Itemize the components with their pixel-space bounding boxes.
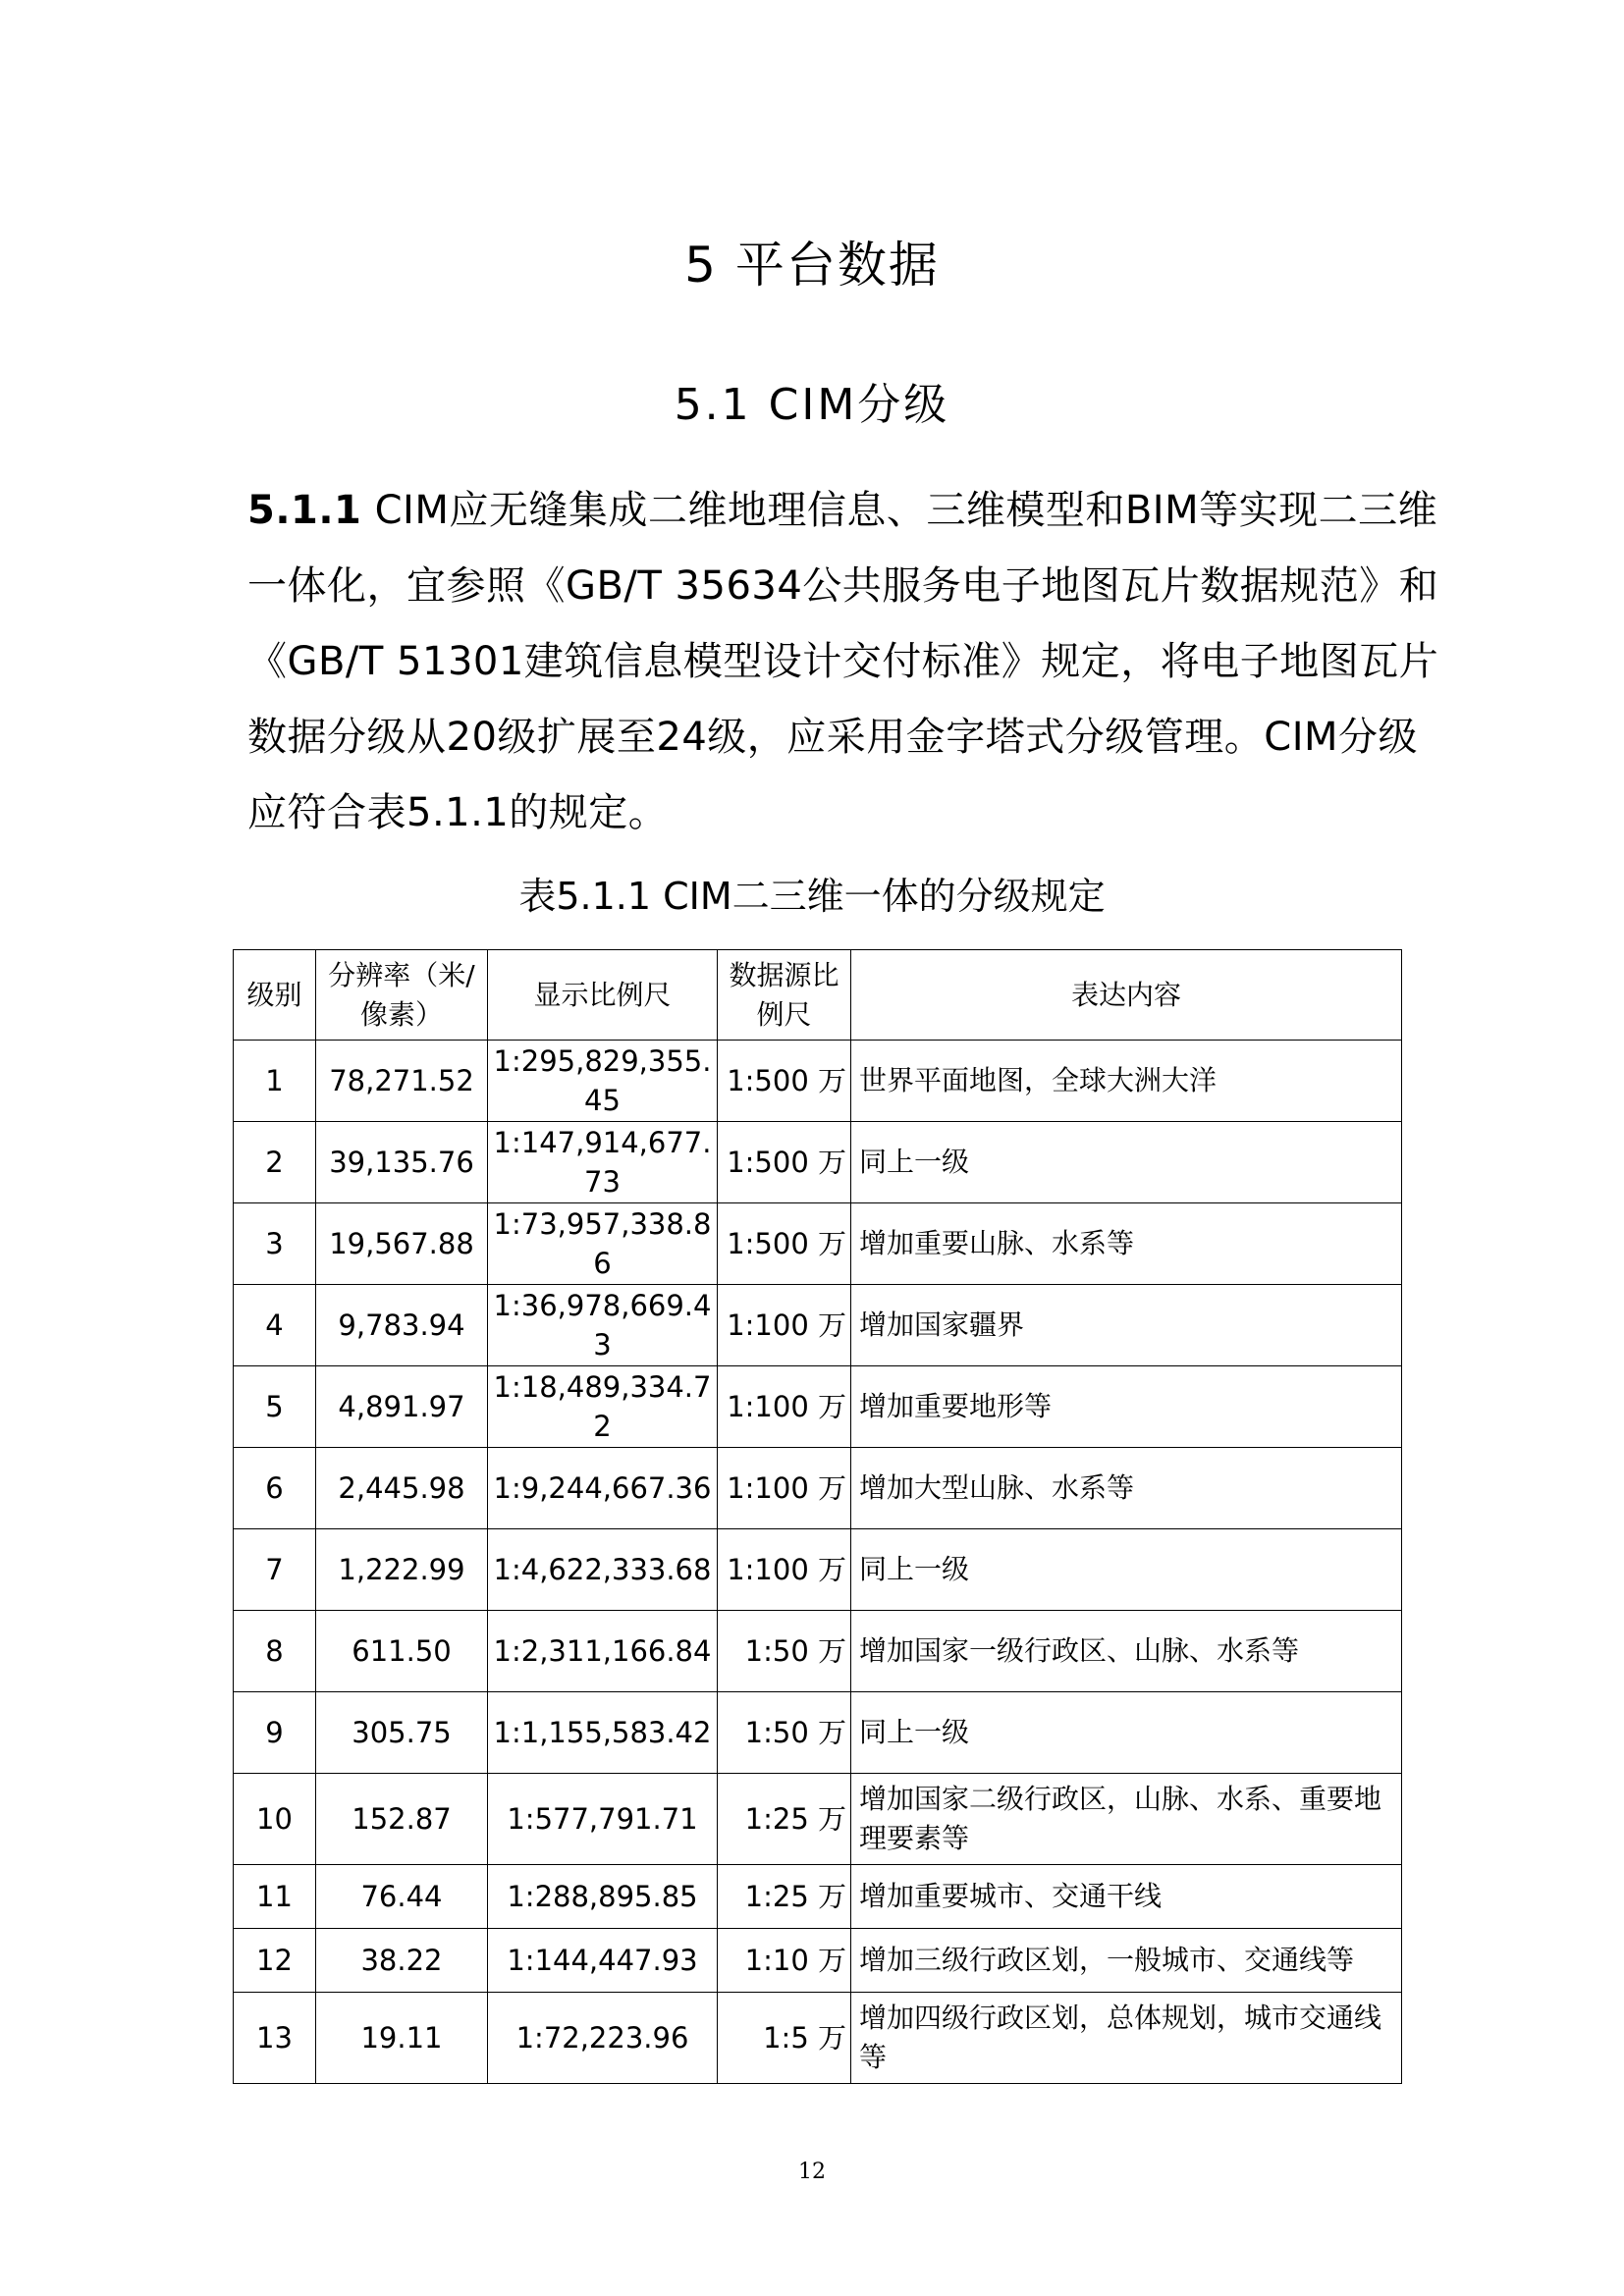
chapter-title: 5 平台数据	[684, 237, 940, 294]
clause-text-1: CIM应无缝集成二维地理信息、三维模型和BIM等实现二三维	[374, 488, 1438, 533]
table-caption: 表5.1.1 CIM二三维一体的分级规定	[518, 875, 1106, 918]
table-row	[234, 1285, 1402, 1366]
cell-display-scale: 1:73,957,338.86	[488, 1203, 718, 1285]
header-content: 表达内容	[851, 950, 1402, 1041]
cell-content: 同上一级	[851, 1529, 1402, 1611]
table-row	[234, 1692, 1402, 1774]
table-row	[234, 1865, 1402, 1929]
cell-resolution: 19.11	[316, 1993, 488, 2084]
table-row	[234, 1929, 1402, 1993]
header-resolution: 分辨率（米/像素）	[316, 950, 488, 1041]
cim-grade-table	[233, 949, 1402, 2084]
table-row	[234, 1993, 1402, 2084]
cell-resolution: 38.22	[316, 1929, 488, 1993]
cell-level: 8	[234, 1611, 316, 1692]
cell-display-scale: 1:72,223.96	[488, 1993, 718, 2084]
cell-source-scale: 1:100 万	[718, 1529, 851, 1611]
cell-resolution: 611.50	[316, 1611, 488, 1692]
header-source-scale: 数据源比例尺	[718, 950, 851, 1041]
table-row	[234, 1203, 1402, 1285]
header-level: 级别	[234, 950, 316, 1041]
cell-resolution: 305.75	[316, 1692, 488, 1774]
cell-resolution: 9,783.94	[316, 1285, 488, 1366]
cell-source-scale: 1:500 万	[718, 1122, 851, 1203]
cell-display-scale: 1:2,311,166.84	[488, 1611, 718, 1692]
page-number: 12	[798, 2160, 826, 2184]
cell-display-scale: 1:577,791.71	[488, 1774, 718, 1865]
cell-resolution: 19,567.88	[316, 1203, 488, 1285]
table-row	[234, 1041, 1402, 1122]
table-row	[234, 1774, 1402, 1865]
cell-content: 增加三级行政区划，一般城市、交通线等	[851, 1929, 1402, 1993]
cell-content: 增加四级行政区划，总体规划，城市交通线等	[851, 1993, 1402, 2084]
cell-content: 同上一级	[851, 1692, 1402, 1774]
cell-resolution: 78,271.52	[316, 1041, 488, 1122]
clause-5-1-1	[247, 473, 1439, 851]
cell-level: 4	[234, 1285, 316, 1366]
cell-level: 7	[234, 1529, 316, 1611]
cell-content: 同上一级	[851, 1122, 1402, 1203]
cell-content: 增加大型山脉、水系等	[851, 1448, 1402, 1529]
cell-resolution: 1,222.99	[316, 1529, 488, 1611]
cell-display-scale: 1:144,447.93	[488, 1929, 718, 1993]
cell-resolution: 152.87	[316, 1774, 488, 1865]
cell-level: 3	[234, 1203, 316, 1285]
cell-source-scale: 1:50 万	[718, 1611, 851, 1692]
table-body	[234, 1041, 1402, 2084]
table-row	[234, 1611, 1402, 1692]
cell-content: 增加国家一级行政区、山脉、水系等	[851, 1611, 1402, 1692]
cell-display-scale: 1:1,155,583.42	[488, 1692, 718, 1774]
cell-source-scale: 1:10 万	[718, 1929, 851, 1993]
cell-level: 13	[234, 1993, 316, 2084]
cell-content: 增加国家二级行政区，山脉、水系、重要地理要素等	[851, 1774, 1402, 1865]
cell-source-scale: 1:5 万	[718, 1993, 851, 2084]
table-row	[234, 1122, 1402, 1203]
cell-level: 9	[234, 1692, 316, 1774]
cell-display-scale: 1:147,914,677.73	[488, 1122, 718, 1203]
cell-resolution: 76.44	[316, 1865, 488, 1929]
cell-source-scale: 1:500 万	[718, 1041, 851, 1122]
cell-source-scale: 1:25 万	[718, 1774, 851, 1865]
cell-source-scale: 1:100 万	[718, 1285, 851, 1366]
cell-content: 增加国家疆界	[851, 1285, 1402, 1366]
cell-resolution: 39,135.76	[316, 1122, 488, 1203]
cell-level: 2	[234, 1122, 316, 1203]
cell-content: 世界平面地图，全球大洲大洋	[851, 1041, 1402, 1122]
cell-display-scale: 1:36,978,669.43	[488, 1285, 718, 1366]
cell-source-scale: 1:500 万	[718, 1203, 851, 1285]
cell-display-scale: 1:9,244,667.36	[488, 1448, 718, 1529]
cell-display-scale: 1:288,895.85	[488, 1865, 718, 1929]
cell-display-scale: 1:18,489,334.72	[488, 1366, 718, 1448]
cell-level: 12	[234, 1929, 316, 1993]
cell-content: 增加重要地形等	[851, 1366, 1402, 1448]
cell-source-scale: 1:50 万	[718, 1692, 851, 1774]
clause-line-2: 一体化，宜参照《GB/T 35634公共服务电子地图瓦片数据规范》和	[247, 563, 1439, 609]
clause-line-1	[247, 473, 1438, 549]
cell-content: 增加重要城市、交通干线	[851, 1865, 1402, 1929]
header-display-scale: 显示比例尺	[488, 950, 718, 1041]
cell-display-scale: 1:295,829,355.45	[488, 1041, 718, 1122]
cell-resolution: 2,445.98	[316, 1448, 488, 1529]
cell-level: 6	[234, 1448, 316, 1529]
table-row	[234, 1448, 1402, 1529]
cell-source-scale: 1:100 万	[718, 1448, 851, 1529]
cell-display-scale: 1:4,622,333.68	[488, 1529, 718, 1611]
cell-resolution: 4,891.97	[316, 1366, 488, 1448]
table-row	[234, 1529, 1402, 1611]
clause-number: 5.1.1	[247, 488, 362, 533]
clause-line-5: 应符合表5.1.1的规定。	[247, 790, 669, 835]
cell-source-scale: 1:100 万	[718, 1366, 851, 1448]
cell-level: 1	[234, 1041, 316, 1122]
cell-level: 11	[234, 1865, 316, 1929]
cell-content: 增加重要山脉、水系等	[851, 1203, 1402, 1285]
clause-line-3: 《GB/T 51301建筑信息模型设计交付标准》规定，将电子地图瓦片	[247, 639, 1439, 684]
table-header-row	[234, 950, 1402, 1041]
cell-level: 10	[234, 1774, 316, 1865]
cell-source-scale: 1:25 万	[718, 1865, 851, 1929]
section-title: 5.1 CIM分级	[674, 380, 950, 430]
clause-line-4: 数据分级从20级扩展至24级，应采用金字塔式分级管理。CIM分级	[247, 715, 1419, 760]
table-row	[234, 1366, 1402, 1448]
cell-level: 5	[234, 1366, 316, 1448]
